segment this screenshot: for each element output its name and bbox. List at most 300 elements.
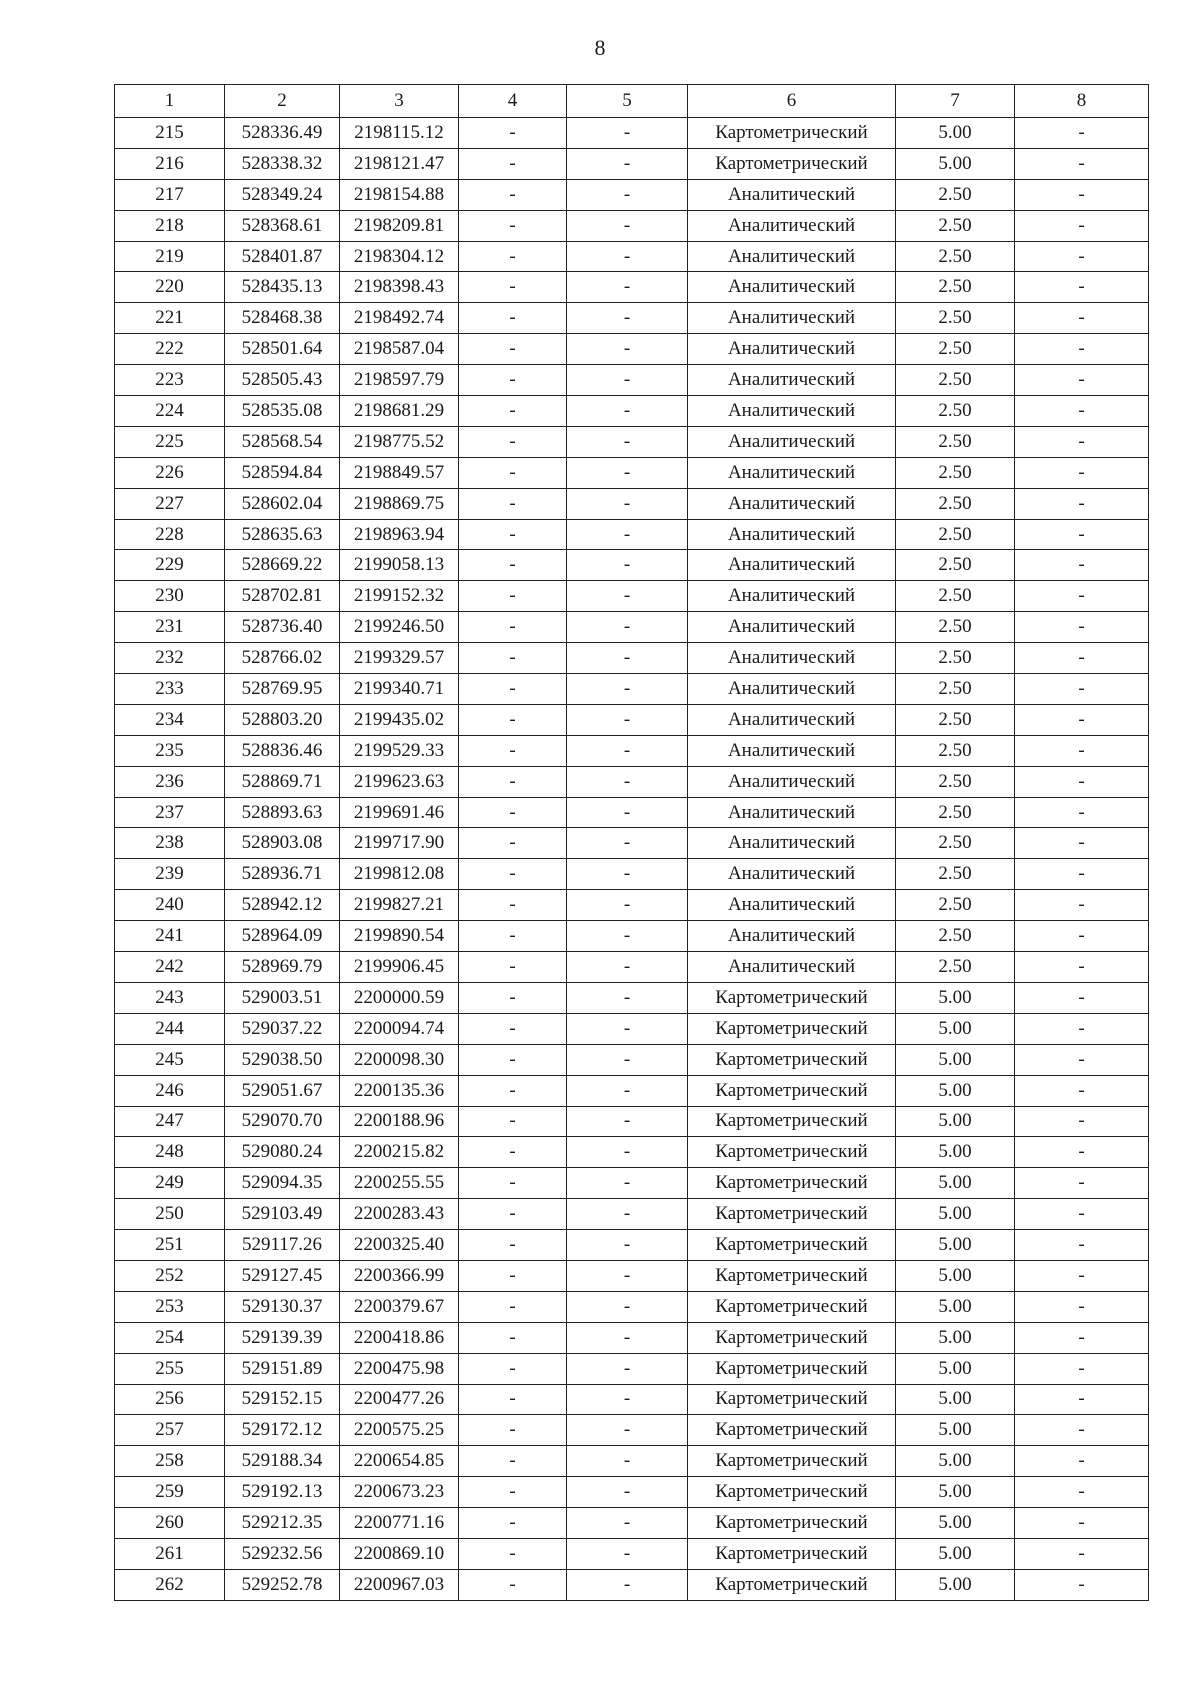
cell-coord-x: 529172.12 [225, 1415, 340, 1446]
cell-coord-y: 2199906.45 [340, 952, 459, 983]
cell-coord-x: 528401.87 [225, 241, 340, 272]
cell-accuracy: 5.00 [896, 1260, 1015, 1291]
cell-method: Аналитический [688, 179, 896, 210]
cell-col-5: - [567, 581, 688, 612]
cell-accuracy: 5.00 [896, 1508, 1015, 1539]
cell-col-4: - [459, 148, 567, 179]
cell-point-number: 249 [115, 1168, 225, 1199]
cell-accuracy: 5.00 [896, 1291, 1015, 1322]
cell-accuracy: 2.50 [896, 704, 1015, 735]
cell-col-8: - [1015, 1569, 1149, 1600]
cell-col-4: - [459, 1353, 567, 1384]
cell-coord-x: 528869.71 [225, 766, 340, 797]
cell-col-5: - [567, 674, 688, 705]
cell-col-8: - [1015, 210, 1149, 241]
table-row [115, 1415, 1149, 1446]
cell-col-8: - [1015, 982, 1149, 1013]
cell-col-4: - [459, 982, 567, 1013]
cell-col-5: - [567, 952, 688, 983]
cell-col-8: - [1015, 890, 1149, 921]
column-header-7: 7 [896, 85, 1015, 118]
cell-col-5: - [567, 797, 688, 828]
cell-col-8: - [1015, 1477, 1149, 1508]
cell-accuracy: 2.50 [896, 457, 1015, 488]
cell-point-number: 258 [115, 1446, 225, 1477]
cell-col-5: - [567, 890, 688, 921]
cell-col-4: - [459, 118, 567, 149]
table-row [115, 766, 1149, 797]
cell-point-number: 238 [115, 828, 225, 859]
cell-coord-x: 528349.24 [225, 179, 340, 210]
cell-coord-y: 2200188.96 [340, 1106, 459, 1137]
cell-accuracy: 2.50 [896, 859, 1015, 890]
cell-coord-x: 529070.70 [225, 1106, 340, 1137]
cell-method: Аналитический [688, 643, 896, 674]
cell-col-5: - [567, 488, 688, 519]
cell-col-8: - [1015, 1168, 1149, 1199]
cell-col-4: - [459, 952, 567, 983]
cell-col-5: - [567, 1291, 688, 1322]
cell-method: Картометрический [688, 1013, 896, 1044]
table-row [115, 1538, 1149, 1569]
cell-col-8: - [1015, 550, 1149, 581]
cell-col-8: - [1015, 766, 1149, 797]
cell-method: Аналитический [688, 334, 896, 365]
cell-point-number: 235 [115, 735, 225, 766]
cell-point-number: 252 [115, 1260, 225, 1291]
cell-method: Картометрический [688, 982, 896, 1013]
column-header-1: 1 [115, 85, 225, 118]
table-row [115, 1353, 1149, 1384]
table-row [115, 1260, 1149, 1291]
cell-method: Картометрический [688, 1230, 896, 1261]
cell-col-5: - [567, 612, 688, 643]
cell-col-5: - [567, 1106, 688, 1137]
cell-coord-y: 2198869.75 [340, 488, 459, 519]
cell-col-4: - [459, 1322, 567, 1353]
cell-col-4: - [459, 457, 567, 488]
cell-method: Картометрический [688, 1446, 896, 1477]
cell-coord-y: 2200094.74 [340, 1013, 459, 1044]
table-body [115, 118, 1149, 1601]
cell-col-4: - [459, 1477, 567, 1508]
cell-point-number: 218 [115, 210, 225, 241]
cell-method: Аналитический [688, 550, 896, 581]
cell-point-number: 246 [115, 1075, 225, 1106]
cell-col-8: - [1015, 797, 1149, 828]
cell-col-5: - [567, 1137, 688, 1168]
cell-accuracy: 5.00 [896, 1168, 1015, 1199]
cell-method: Картометрический [688, 118, 896, 149]
cell-col-8: - [1015, 1538, 1149, 1569]
cell-accuracy: 5.00 [896, 118, 1015, 149]
cell-point-number: 261 [115, 1538, 225, 1569]
cell-accuracy: 5.00 [896, 1446, 1015, 1477]
cell-col-4: - [459, 179, 567, 210]
cell-coord-x: 528336.49 [225, 118, 340, 149]
cell-method: Аналитический [688, 735, 896, 766]
cell-accuracy: 5.00 [896, 1569, 1015, 1600]
cell-point-number: 257 [115, 1415, 225, 1446]
cell-point-number: 239 [115, 859, 225, 890]
cell-col-8: - [1015, 1415, 1149, 1446]
table-row [115, 241, 1149, 272]
table-row [115, 488, 1149, 519]
cell-col-5: - [567, 1415, 688, 1446]
cell-col-4: - [459, 1569, 567, 1600]
cell-col-8: - [1015, 334, 1149, 365]
cell-coord-y: 2200366.99 [340, 1260, 459, 1291]
cell-method: Аналитический [688, 272, 896, 303]
cell-col-4: - [459, 643, 567, 674]
cell-coord-x: 529232.56 [225, 1538, 340, 1569]
column-header-5: 5 [567, 85, 688, 118]
cell-accuracy: 2.50 [896, 334, 1015, 365]
cell-coord-y: 2200771.16 [340, 1508, 459, 1539]
cell-point-number: 242 [115, 952, 225, 983]
cell-col-5: - [567, 457, 688, 488]
cell-accuracy: 2.50 [896, 488, 1015, 519]
cell-method: Аналитический [688, 766, 896, 797]
cell-point-number: 262 [115, 1569, 225, 1600]
cell-col-4: - [459, 704, 567, 735]
cell-col-4: - [459, 365, 567, 396]
cell-coord-y: 2200135.36 [340, 1075, 459, 1106]
cell-method: Картометрический [688, 1291, 896, 1322]
cell-col-8: - [1015, 1013, 1149, 1044]
cell-col-5: - [567, 1044, 688, 1075]
cell-coord-x: 529212.35 [225, 1508, 340, 1539]
cell-col-5: - [567, 1260, 688, 1291]
table-row [115, 1075, 1149, 1106]
cell-method: Аналитический [688, 674, 896, 705]
cell-col-5: - [567, 1013, 688, 1044]
cell-coord-x: 528468.38 [225, 303, 340, 334]
cell-accuracy: 5.00 [896, 1013, 1015, 1044]
table-row [115, 1199, 1149, 1230]
table-row [115, 179, 1149, 210]
cell-accuracy: 2.50 [896, 952, 1015, 983]
cell-col-5: - [567, 1230, 688, 1261]
cell-coord-y: 2198681.29 [340, 396, 459, 427]
column-header-6: 6 [688, 85, 896, 118]
cell-col-4: - [459, 1538, 567, 1569]
table-row [115, 1384, 1149, 1415]
cell-coord-y: 2199717.90 [340, 828, 459, 859]
cell-coord-y: 2200477.26 [340, 1384, 459, 1415]
cell-point-number: 247 [115, 1106, 225, 1137]
cell-coord-x: 529151.89 [225, 1353, 340, 1384]
cell-method: Картометрический [688, 1075, 896, 1106]
cell-point-number: 243 [115, 982, 225, 1013]
cell-col-5: - [567, 396, 688, 427]
cell-accuracy: 2.50 [896, 735, 1015, 766]
cell-point-number: 215 [115, 118, 225, 149]
cell-point-number: 226 [115, 457, 225, 488]
cell-accuracy: 5.00 [896, 1106, 1015, 1137]
cell-point-number: 231 [115, 612, 225, 643]
cell-col-4: - [459, 488, 567, 519]
cell-col-8: - [1015, 1322, 1149, 1353]
column-header-3: 3 [340, 85, 459, 118]
cell-accuracy: 5.00 [896, 148, 1015, 179]
cell-coord-y: 2199812.08 [340, 859, 459, 890]
cell-col-5: - [567, 241, 688, 272]
cell-coord-y: 2200475.98 [340, 1353, 459, 1384]
cell-point-number: 237 [115, 797, 225, 828]
cell-method: Картометрический [688, 1477, 896, 1508]
table-row [115, 1013, 1149, 1044]
cell-coord-x: 528942.12 [225, 890, 340, 921]
cell-coord-x: 529127.45 [225, 1260, 340, 1291]
cell-coord-y: 2198154.88 [340, 179, 459, 210]
cell-col-8: - [1015, 426, 1149, 457]
cell-col-5: - [567, 118, 688, 149]
cell-col-5: - [567, 303, 688, 334]
cell-accuracy: 2.50 [896, 674, 1015, 705]
cell-accuracy: 5.00 [896, 1415, 1015, 1446]
table-row [115, 1106, 1149, 1137]
cell-col-4: - [459, 859, 567, 890]
cell-coord-x: 528669.22 [225, 550, 340, 581]
cell-method: Аналитический [688, 488, 896, 519]
cell-col-5: - [567, 643, 688, 674]
cell-point-number: 259 [115, 1477, 225, 1508]
cell-col-4: - [459, 426, 567, 457]
cell-col-8: - [1015, 179, 1149, 210]
cell-accuracy: 5.00 [896, 1538, 1015, 1569]
cell-point-number: 230 [115, 581, 225, 612]
cell-accuracy: 5.00 [896, 1044, 1015, 1075]
cell-col-4: - [459, 1137, 567, 1168]
cell-col-5: - [567, 210, 688, 241]
cell-col-8: - [1015, 303, 1149, 334]
cell-col-4: - [459, 1508, 567, 1539]
table-row [115, 1168, 1149, 1199]
cell-coord-y: 2199058.13 [340, 550, 459, 581]
cell-col-8: - [1015, 365, 1149, 396]
coordinates-table [114, 84, 1149, 1601]
cell-point-number: 221 [115, 303, 225, 334]
cell-coord-y: 2198849.57 [340, 457, 459, 488]
cell-col-8: - [1015, 241, 1149, 272]
table-row [115, 457, 1149, 488]
cell-method: Аналитический [688, 457, 896, 488]
cell-col-8: - [1015, 1199, 1149, 1230]
cell-col-8: - [1015, 828, 1149, 859]
cell-accuracy: 2.50 [896, 396, 1015, 427]
cell-coord-y: 2200673.23 [340, 1477, 459, 1508]
cell-coord-x: 528936.71 [225, 859, 340, 890]
cell-method: Аналитический [688, 426, 896, 457]
cell-coord-y: 2198597.79 [340, 365, 459, 396]
cell-accuracy: 5.00 [896, 1477, 1015, 1508]
table-header-row [115, 85, 1149, 118]
cell-col-4: - [459, 1075, 567, 1106]
cell-point-number: 250 [115, 1199, 225, 1230]
cell-col-4: - [459, 612, 567, 643]
cell-accuracy: 5.00 [896, 1322, 1015, 1353]
cell-accuracy: 2.50 [896, 550, 1015, 581]
table-row [115, 1291, 1149, 1322]
cell-coord-y: 2199623.63 [340, 766, 459, 797]
table-row [115, 1230, 1149, 1261]
cell-col-4: - [459, 890, 567, 921]
cell-method: Картометрический [688, 1106, 896, 1137]
cell-col-8: - [1015, 1230, 1149, 1261]
table-row [115, 1137, 1149, 1168]
cell-col-8: - [1015, 704, 1149, 735]
cell-col-5: - [567, 550, 688, 581]
cell-col-8: - [1015, 148, 1149, 179]
cell-method: Картометрический [688, 1353, 896, 1384]
cell-method: Картометрический [688, 1322, 896, 1353]
cell-point-number: 241 [115, 921, 225, 952]
cell-point-number: 224 [115, 396, 225, 427]
cell-coord-x: 529080.24 [225, 1137, 340, 1168]
cell-coord-x: 528602.04 [225, 488, 340, 519]
cell-point-number: 216 [115, 148, 225, 179]
cell-coord-x: 528338.32 [225, 148, 340, 179]
cell-coord-x: 528969.79 [225, 952, 340, 983]
cell-method: Аналитический [688, 797, 896, 828]
cell-col-4: - [459, 1044, 567, 1075]
cell-coord-x: 529051.67 [225, 1075, 340, 1106]
cell-coord-y: 2198304.12 [340, 241, 459, 272]
cell-col-4: - [459, 674, 567, 705]
cell-col-8: - [1015, 1106, 1149, 1137]
cell-col-8: - [1015, 457, 1149, 488]
cell-col-5: - [567, 272, 688, 303]
cell-col-5: - [567, 859, 688, 890]
cell-col-8: - [1015, 643, 1149, 674]
cell-coord-y: 2200967.03 [340, 1569, 459, 1600]
cell-coord-y: 2200098.30 [340, 1044, 459, 1075]
cell-accuracy: 2.50 [896, 210, 1015, 241]
cell-coord-x: 528368.61 [225, 210, 340, 241]
cell-col-4: - [459, 1260, 567, 1291]
cell-coord-y: 2198492.74 [340, 303, 459, 334]
table-row [115, 148, 1149, 179]
cell-col-8: - [1015, 1353, 1149, 1384]
cell-accuracy: 5.00 [896, 1075, 1015, 1106]
cell-method: Картометрический [688, 148, 896, 179]
cell-coord-x: 528803.20 [225, 704, 340, 735]
cell-point-number: 217 [115, 179, 225, 210]
cell-coord-x: 528505.43 [225, 365, 340, 396]
cell-method: Аналитический [688, 396, 896, 427]
cell-coord-x: 528435.13 [225, 272, 340, 303]
cell-point-number: 236 [115, 766, 225, 797]
cell-accuracy: 2.50 [896, 828, 1015, 859]
cell-col-4: - [459, 1230, 567, 1261]
cell-point-number: 255 [115, 1353, 225, 1384]
cell-point-number: 234 [115, 704, 225, 735]
cell-col-8: - [1015, 519, 1149, 550]
cell-coord-x: 528893.63 [225, 797, 340, 828]
cell-coord-y: 2199827.21 [340, 890, 459, 921]
table-row [115, 612, 1149, 643]
cell-coord-x: 528766.02 [225, 643, 340, 674]
cell-coord-x: 528501.64 [225, 334, 340, 365]
table-row [115, 1569, 1149, 1600]
cell-col-8: - [1015, 1260, 1149, 1291]
cell-col-8: - [1015, 1384, 1149, 1415]
cell-col-5: - [567, 704, 688, 735]
table-row [115, 272, 1149, 303]
table-row [115, 643, 1149, 674]
table-row [115, 210, 1149, 241]
cell-method: Картометрический [688, 1260, 896, 1291]
cell-col-8: - [1015, 581, 1149, 612]
cell-method: Аналитический [688, 828, 896, 859]
cell-col-8: - [1015, 1075, 1149, 1106]
cell-method: Картометрический [688, 1569, 896, 1600]
cell-coord-y: 2200869.10 [340, 1538, 459, 1569]
cell-col-5: - [567, 1322, 688, 1353]
cell-col-5: - [567, 1353, 688, 1384]
table-row [115, 859, 1149, 890]
cell-coord-x: 529152.15 [225, 1384, 340, 1415]
cell-col-8: - [1015, 952, 1149, 983]
cell-method: Картометрический [688, 1199, 896, 1230]
cell-coord-x: 529103.49 [225, 1199, 340, 1230]
cell-col-4: - [459, 272, 567, 303]
cell-col-4: - [459, 1168, 567, 1199]
cell-col-4: - [459, 1106, 567, 1137]
table-row [115, 952, 1149, 983]
cell-point-number: 219 [115, 241, 225, 272]
cell-coord-y: 2200000.59 [340, 982, 459, 1013]
cell-coord-y: 2200654.85 [340, 1446, 459, 1477]
cell-col-4: - [459, 735, 567, 766]
cell-accuracy: 5.00 [896, 1137, 1015, 1168]
cell-coord-y: 2198115.12 [340, 118, 459, 149]
cell-method: Аналитический [688, 952, 896, 983]
cell-coord-y: 2199329.57 [340, 643, 459, 674]
column-header-2: 2 [225, 85, 340, 118]
cell-point-number: 240 [115, 890, 225, 921]
cell-col-8: - [1015, 1137, 1149, 1168]
cell-accuracy: 2.50 [896, 581, 1015, 612]
cell-point-number: 233 [115, 674, 225, 705]
cell-coord-y: 2200215.82 [340, 1137, 459, 1168]
cell-coord-x: 529094.35 [225, 1168, 340, 1199]
cell-accuracy: 2.50 [896, 365, 1015, 396]
table-row [115, 365, 1149, 396]
cell-coord-x: 528836.46 [225, 735, 340, 766]
cell-col-5: - [567, 1199, 688, 1230]
cell-coord-y: 2199246.50 [340, 612, 459, 643]
cell-method: Картометрический [688, 1508, 896, 1539]
cell-col-5: - [567, 735, 688, 766]
cell-point-number: 223 [115, 365, 225, 396]
cell-point-number: 228 [115, 519, 225, 550]
cell-method: Картометрический [688, 1384, 896, 1415]
table-row [115, 982, 1149, 1013]
cell-coord-x: 528702.81 [225, 581, 340, 612]
cell-col-4: - [459, 1199, 567, 1230]
cell-coord-x: 529117.26 [225, 1230, 340, 1261]
cell-coord-y: 2198209.81 [340, 210, 459, 241]
cell-coord-y: 2200325.40 [340, 1230, 459, 1261]
cell-accuracy: 2.50 [896, 272, 1015, 303]
cell-point-number: 222 [115, 334, 225, 365]
cell-point-number: 256 [115, 1384, 225, 1415]
cell-method: Аналитический [688, 365, 896, 396]
cell-col-8: - [1015, 488, 1149, 519]
cell-col-5: - [567, 982, 688, 1013]
